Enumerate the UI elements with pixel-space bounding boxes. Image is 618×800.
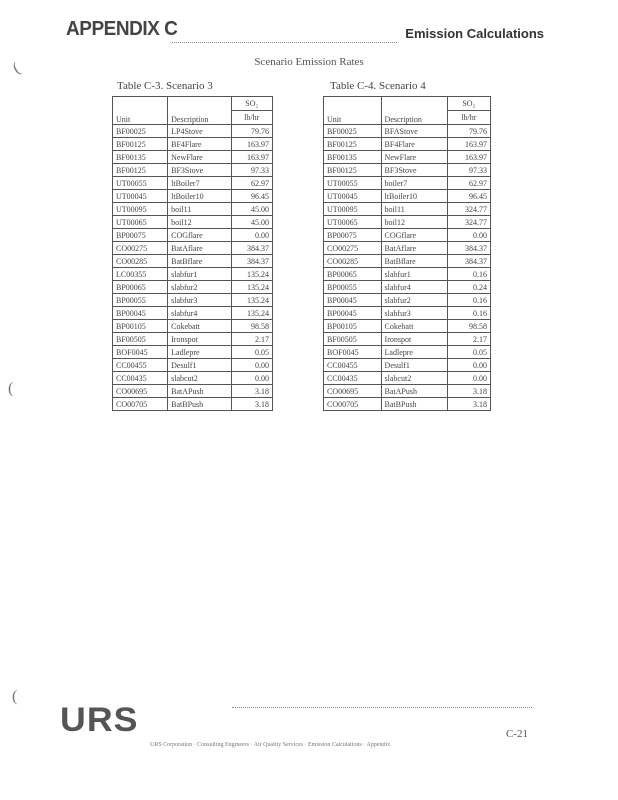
table-row [324,229,491,242]
column-header-rate-unit: lb/hr [447,111,490,125]
emission-rate-cell: 3.18 [231,385,272,398]
table-row [113,229,273,242]
description-cell: LP4Stove [168,125,231,138]
description-cell: BFAStove [381,125,447,138]
description-cell: Ladlepre [168,346,231,359]
unit-cell: BP00045 [324,294,382,307]
emission-rate-cell: 96.45 [231,190,272,203]
description-cell: boiler7 [381,177,447,190]
table-row [324,320,491,333]
description-cell: slabfur2 [168,281,231,294]
table-row [113,385,273,398]
description-cell: ltBoiler10 [168,190,231,203]
emission-table-scenario-3 [112,96,273,411]
description-cell: Ladlepre [381,346,447,359]
unit-cell: BF00125 [324,138,382,151]
table-row [113,190,273,203]
description-cell: Cokebatt [168,320,231,333]
unit-cell: UT00045 [113,190,168,203]
unit-cell: CO00705 [113,398,168,411]
table-row [324,359,491,372]
table-row [113,242,273,255]
description-cell: BatBPush [381,398,447,411]
emission-rate-cell: 0.16 [447,268,490,281]
unit-cell: BF00025 [324,125,382,138]
table-row [324,164,491,177]
unit-cell: CO00695 [324,385,382,398]
unit-cell: CC00455 [324,359,382,372]
description-cell: ltBoiler7 [168,177,231,190]
unit-cell: BP00045 [113,307,168,320]
table-row [324,372,491,385]
unit-cell: BP00105 [113,320,168,333]
table-row [324,346,491,359]
emission-rate-cell: 0.05 [231,346,272,359]
unit-cell: BF00125 [113,138,168,151]
unit-cell: UT00065 [324,216,382,229]
table-row [113,320,273,333]
description-cell: boil12 [381,216,447,229]
emission-rate-cell: 97.33 [447,164,490,177]
description-cell: ltBoiler10 [381,190,447,203]
column-header-description: Description [381,97,447,125]
description-cell: slabfur4 [381,281,447,294]
emission-rate-cell: 98.58 [447,320,490,333]
table-row [113,255,273,268]
table-caption: Table C-4. Scenario 4 [330,80,426,92]
emission-rate-cell: 97.33 [231,164,272,177]
emission-rate-cell: 45.00 [231,216,272,229]
emission-rate-cell: 384.37 [231,255,272,268]
emission-rate-cell: 0.00 [447,359,490,372]
emission-rate-cell: 79.76 [447,125,490,138]
description-cell: slabfur3 [381,307,447,320]
table-row [324,138,491,151]
table-row [113,216,273,229]
table-row [324,294,491,307]
footer-rule [232,707,532,708]
unit-cell: UT00055 [113,177,168,190]
table-caption: Table C-3. Scenario 3 [117,80,213,92]
emission-rate-cell: 135.24 [231,281,272,294]
unit-cell: BF00135 [324,151,382,164]
emission-table-scenario-4 [323,96,491,411]
emission-rate-cell: 62.97 [231,177,272,190]
unit-cell: CO00705 [324,398,382,411]
table-row [324,268,491,281]
description-cell: BatBflare [381,255,447,268]
description-cell: BatBPush [168,398,231,411]
unit-cell: CO00285 [113,255,168,268]
unit-cell: CC00435 [324,372,382,385]
unit-cell: CC00455 [113,359,168,372]
unit-cell: BP00045 [324,307,382,320]
unit-cell: BF00505 [113,333,168,346]
table-row [113,125,273,138]
description-cell: BF3Stove [381,164,447,177]
description-cell: COGflare [381,229,447,242]
table-body [113,125,273,411]
emission-rate-cell: 163.97 [447,138,490,151]
unit-cell: CO00285 [324,255,382,268]
description-cell: Ironspot [381,333,447,346]
table-row [113,372,273,385]
description-cell: Desulf1 [381,359,447,372]
emission-rate-cell: 0.00 [231,359,272,372]
table-row [113,151,273,164]
description-cell: slabcut2 [168,372,231,385]
table-row [113,177,273,190]
table-row [113,138,273,151]
description-cell: BF4Flare [168,138,231,151]
unit-cell: BF00125 [324,164,382,177]
description-cell: NewFlare [168,151,231,164]
unit-cell: BP00065 [324,268,382,281]
description-cell: BatBflare [168,255,231,268]
header-rule [172,42,397,43]
table-row [113,346,273,359]
description-cell: slabfur1 [168,268,231,281]
column-header-rate-unit: lb/hr [231,111,272,125]
emission-rate-cell: 0.16 [447,307,490,320]
table-row [113,307,273,320]
table-body [324,125,491,411]
emission-rate-cell: 0.05 [447,346,490,359]
description-cell: slabcut2 [381,372,447,385]
table-row [113,294,273,307]
description-cell: Ironspot [168,333,231,346]
margin-mark: ( [8,380,14,397]
appendix-header: APPENDIX C [66,18,178,40]
emission-rate-cell: 135.24 [231,268,272,281]
unit-cell: CO00275 [324,242,382,255]
description-cell: slabfur3 [168,294,231,307]
section-header: Emission Calculations [405,26,544,41]
unit-cell: BF00025 [113,125,168,138]
unit-cell: CC00435 [113,372,168,385]
unit-cell: BP00065 [113,281,168,294]
emission-rate-cell: 0.24 [447,281,490,294]
emission-rate-cell: 135.24 [231,307,272,320]
description-cell: Cokebatt [381,320,447,333]
unit-cell: CO00275 [113,242,168,255]
emission-rate-cell: 0.00 [447,372,490,385]
unit-cell: UT00045 [324,190,382,203]
description-cell: BatAPush [168,385,231,398]
description-cell: COGflare [168,229,231,242]
description-cell: slabfur2 [381,294,447,307]
description-cell: BF4Flare [381,138,447,151]
description-cell: boil11 [168,203,231,216]
unit-cell: BP00055 [324,281,382,294]
unit-cell: BP00075 [113,229,168,242]
emission-rate-cell: 324.77 [447,203,490,216]
table-row [324,203,491,216]
column-header-description: Description [168,97,231,125]
unit-cell: BF00135 [113,151,168,164]
unit-cell: BOF0045 [113,346,168,359]
emission-rate-cell: 384.37 [231,242,272,255]
unit-cell: BOF0045 [324,346,382,359]
unit-cell: BP00075 [324,229,382,242]
unit-cell: UT00095 [113,203,168,216]
emission-rate-cell: 135.24 [231,294,272,307]
table-row [324,190,491,203]
description-cell: slabfur4 [168,307,231,320]
unit-cell: BF00505 [324,333,382,346]
unit-cell: UT00065 [113,216,168,229]
emission-rate-cell: 0.00 [231,372,272,385]
emission-rate-cell: 163.97 [231,151,272,164]
page-number: C-21 [506,728,528,740]
unit-cell: UT00095 [324,203,382,216]
table-row [113,281,273,294]
table-row [113,268,273,281]
description-cell: BF3Stove [168,164,231,177]
emission-rate-cell: 163.97 [447,151,490,164]
table-row [324,385,491,398]
column-header-pollutant: SO₂ [447,97,490,111]
emission-rate-cell: 0.00 [447,229,490,242]
description-cell: BatAPush [381,385,447,398]
emission-rate-cell: 2.17 [231,333,272,346]
unit-cell: LC00355 [113,268,168,281]
column-header-unit: Unit [324,97,382,125]
emission-rate-cell: 96.45 [447,190,490,203]
table-row [113,333,273,346]
column-header-pollutant: SO₂ [231,97,272,111]
table-row [324,242,491,255]
description-cell: BatAflare [381,242,447,255]
emission-rate-cell: 98.58 [231,320,272,333]
emission-rate-cell: 384.37 [447,255,490,268]
column-header-unit: Unit [113,97,168,125]
emission-rate-cell: 324.77 [447,216,490,229]
table-row [324,125,491,138]
unit-cell: BP00055 [113,294,168,307]
emission-rate-cell: 0.00 [231,229,272,242]
table-row [324,151,491,164]
emission-rate-cell: 384.37 [447,242,490,255]
description-cell: BatAflare [168,242,231,255]
table-row [113,359,273,372]
emission-rate-cell: 45.00 [231,203,272,216]
description-cell: NewFlare [381,151,447,164]
emission-rate-cell: 3.18 [231,398,272,411]
table-row [324,333,491,346]
table-row [324,307,491,320]
table-row [113,164,273,177]
unit-cell: BP00105 [324,320,382,333]
emission-rate-cell: 79.76 [231,125,272,138]
company-logo: URS [60,701,139,739]
description-cell: boil11 [381,203,447,216]
table-row [113,398,273,411]
description-cell: boil12 [168,216,231,229]
page-title: Scenario Emission Rates [254,56,364,68]
unit-cell: BF00125 [113,164,168,177]
table-row [324,281,491,294]
table-row [324,255,491,268]
emission-rate-cell: 163.97 [231,138,272,151]
description-cell: Desulf1 [168,359,231,372]
table-row [324,177,491,190]
unit-cell: CO00695 [113,385,168,398]
emission-rate-cell: 0.16 [447,294,490,307]
table-row [324,216,491,229]
emission-rate-cell: 3.18 [447,385,490,398]
emission-rate-cell: 2.17 [447,333,490,346]
unit-cell: UT00055 [324,177,382,190]
footer-address: URS Corporation · Consulting Engineers · Air Quality Services · Emission Calculations · Appendix [150,742,391,748]
table-row [113,203,273,216]
table-row [324,398,491,411]
description-cell: slabfur1 [381,268,447,281]
margin-mark: ( [9,59,23,78]
emission-rate-cell: 62.97 [447,177,490,190]
emission-rate-cell: 3.18 [447,398,490,411]
margin-mark: ( [12,688,18,705]
